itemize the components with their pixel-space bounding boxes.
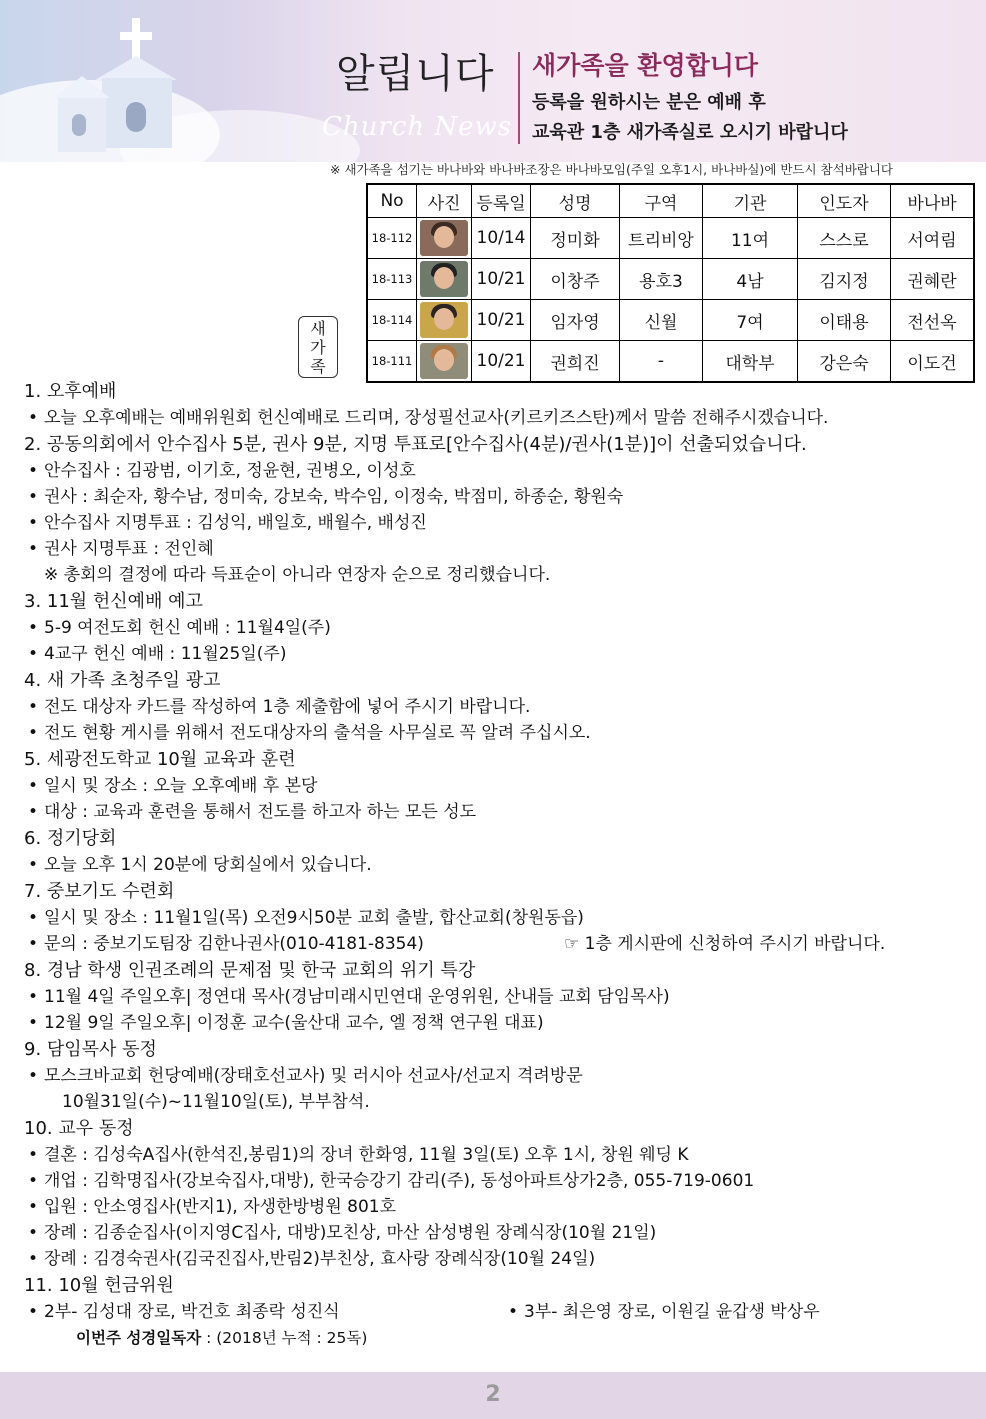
new-family-label-char: 족 [310,357,326,376]
list-item: • 전도 현황 게시를 위해서 전도대상자의 출석을 사무실로 꼭 알려 주십시오. [24,720,974,746]
section-title: 9. 담임목사 동정 [24,1039,157,1060]
list-item: • 권사 : 최순자, 황수남, 정미숙, 강보숙, 박수임, 이정숙, 박점미, 하종순, 황원숙 [24,484,974,510]
table-row [367,300,974,341]
table-row [367,218,974,259]
cell-org: 11여 [703,218,798,259]
list-item: • 전도 대상자 카드를 작성하여 1층 제출함에 넣어 주시기 바랍니다. [24,694,974,720]
announcements [24,378,974,1351]
title-divider [518,52,520,144]
section-title: 1. 오후예배 [24,381,117,402]
cell-name: 이창주 [531,259,620,300]
table-row [367,341,974,383]
cell-date: 10/21 [472,341,531,383]
column-header: 구역 [620,184,703,218]
column-header: 기관 [703,184,798,218]
list-item: • 안수집사 지명투표 : 김성익, 배일호, 배월수, 배성진 [24,510,974,536]
cell-org: 대학부 [703,341,798,383]
list-item: • 3부- 최은영 장로, 이원길 윤갑생 박상우 [504,1299,820,1325]
cell-barnabas: 전선옥 [891,300,975,341]
bible-reader-value: : (2018년 누적 : 25독) [201,1329,368,1347]
list-item: • 오늘 오후 1시 20분에 당회실에서 있습니다. [24,852,974,878]
section-title: 11. 10월 헌금위원 [24,1275,174,1296]
list-item: • 5-9 여전도회 헌신 예배 : 11월4일(주) [24,615,974,641]
section-title: 10. 교우 동정 [24,1118,134,1139]
page-title: 알립니다 [336,51,495,97]
cell-barnabas: 권혜란 [891,259,975,300]
cell-no: 18-114 [367,300,417,341]
cell-org: 7여 [703,300,798,341]
church-icon [40,10,190,160]
section-title: 6. 정기당회 [24,828,117,849]
bible-reader-line [24,1325,974,1351]
table-header-row [367,184,974,218]
cell-photo [417,300,472,341]
barnabas-note: ※ 새가족을 섬기는 바나바와 바나바조장은 바나바모임(주일 오후1시, 바나바실)에 반드시 참석바랍니다 [330,162,893,177]
cell-district: 트리비앙 [620,218,703,259]
cell-date: 10/21 [472,259,531,300]
cell-barnabas: 이도건 [891,341,975,383]
section-note: ※ 총회의 결정에 따라 득표순이 아니라 연장자 순으로 정리했습니다. [44,565,551,585]
member-photo [420,220,468,256]
cell-photo [417,341,472,383]
page-number: 2 [485,1382,501,1407]
welcome-heading: 새가족을 환영합니다 [532,51,759,80]
cell-no: 18-113 [367,259,417,300]
column-header: 사진 [417,184,472,218]
table-row [367,259,974,300]
list-item: • 11월 4일 주일오후| 정연대 목사(경남미래시민연대 운영위원, 산내들 교회 담임목사) [24,984,974,1010]
column-header: 인도자 [798,184,891,218]
cell-org: 4남 [703,259,798,300]
header-banner [0,0,986,162]
list-item: • 결혼 : 김성숙A집사(한석진,봉림1)의 장녀 한화영, 11월 3일(토) 오후 1시, 창원 웨딩 K [24,1142,974,1168]
welcome-line-1: 등록을 원하시는 분은 예배 후 [532,92,766,113]
member-photo [420,261,468,297]
cell-guide: 강은숙 [798,341,891,383]
list-item: • 권사 지명투표 : 전인혜 [24,536,974,562]
list-item: • 일시 및 장소 : 오늘 오후예배 후 본당 [24,773,974,799]
cell-name: 권희진 [531,341,620,383]
cell-district: 용호3 [620,259,703,300]
list-item: • 대상 : 교육과 훈련을 통해서 전도를 하고자 하는 모든 성도 [24,799,974,825]
cell-guide: 김지정 [798,259,891,300]
new-family-label-char: 가 [310,338,326,357]
cell-no: 18-112 [367,218,417,259]
cell-guide: 이태용 [798,300,891,341]
section-title: 4. 새 가족 초청주일 광고 [24,670,221,691]
cell-guide: 스스로 [798,218,891,259]
section-title: 8. 경남 학생 인권조례의 문제점 및 한국 교회의 위기 특강 [24,960,476,981]
section-title: 3. 11월 헌신예배 예고 [24,591,203,612]
footer-bar [0,1372,986,1419]
list-item: • 오늘 오후예배는 예배위원회 헌신예배로 드리며, 장성필선교사(키르키즈스탄)께서 말씀 전해주시겠습니다. [24,405,974,431]
list-item-extra: ☞ 1층 게시판에 신청하여 주시기 바랍니다. [564,934,886,954]
column-header: No [367,184,417,218]
cell-photo [417,218,472,259]
list-item: • 일시 및 장소 : 11월1일(목) 오전9시50분 교회 출발, 합산교회(창원동읍) [24,905,974,931]
cell-name: 정미화 [531,218,620,259]
cell-district: - [620,341,703,383]
section-title: 5. 세광전도학교 10월 교육과 훈련 [24,749,296,770]
list-item: • 모스크바교회 헌당예배(장태호선교사) 및 러시아 선교사/선교지 격려방문 [24,1063,974,1089]
cell-barnabas: 서여림 [891,218,975,259]
list-item: • 장례 : 김경숙권사(김국진집사,반림2)부친상, 효사랑 장례식장(10월 24일) [24,1246,974,1272]
cell-name: 임자영 [531,300,620,341]
member-photo [420,343,468,379]
section-title: 7. 중보기도 수련회 [24,881,175,902]
list-item: • 2부- 김성대 장로, 박건호 최종락 성진식 [24,1299,504,1325]
cell-no: 18-111 [367,341,417,383]
list-item-row [24,931,974,957]
list-item: • 장례 : 김종순집사(이지영C집사, 대방)모친상, 마산 삼성병원 장례식장(10월 21일) [24,1220,974,1246]
list-item: • 4교구 헌신 예배 : 11월25일(주) [24,641,974,667]
cell-date: 10/14 [472,218,531,259]
section-title: 2. 공동의회에서 안수집사 5분, 권사 9분, 지명 투표로[안수집사(4분)/권사(1분)]이 선출되었습니다. [24,434,807,455]
list-item: • 입원 : 안소영집사(반지1), 자생한방병원 801호 [24,1194,974,1220]
column-header: 등록일 [472,184,531,218]
member-photo [420,302,468,338]
list-item: • 12월 9일 주일오후| 이정훈 교수(울산대 교수, 엘 정책 연구원 대표) [24,1010,974,1036]
list-item-continuation: 10월31일(수)~11월10일(토), 부부참석. [62,1092,370,1112]
list-item: • 문의 : 중보기도팀장 김한나권사(010-4181-8354) [24,931,564,957]
list-item: • 안수집사 : 김광범, 이기호, 정윤현, 권병오, 이성호 [24,458,974,484]
new-family-table [366,183,975,383]
page-subtitle: Church News [322,112,513,142]
cell-date: 10/21 [472,300,531,341]
new-family-label-char: 새 [310,319,326,338]
list-item: • 개업 : 김학명집사(강보숙집사,대방), 한국승강기 감리(주), 동성아파트상가2층, 055-719-0601 [24,1168,974,1194]
list-item-row [24,1299,974,1325]
column-header: 성명 [531,184,620,218]
column-header: 바나바 [891,184,975,218]
bible-reader-label: 이번주 성경일독자 [76,1329,202,1347]
new-family-label [298,316,338,378]
cell-photo [417,259,472,300]
cell-district: 신월 [620,300,703,341]
welcome-line-2: 교육관 1층 새가족실로 오시기 바랍니다 [532,122,848,143]
